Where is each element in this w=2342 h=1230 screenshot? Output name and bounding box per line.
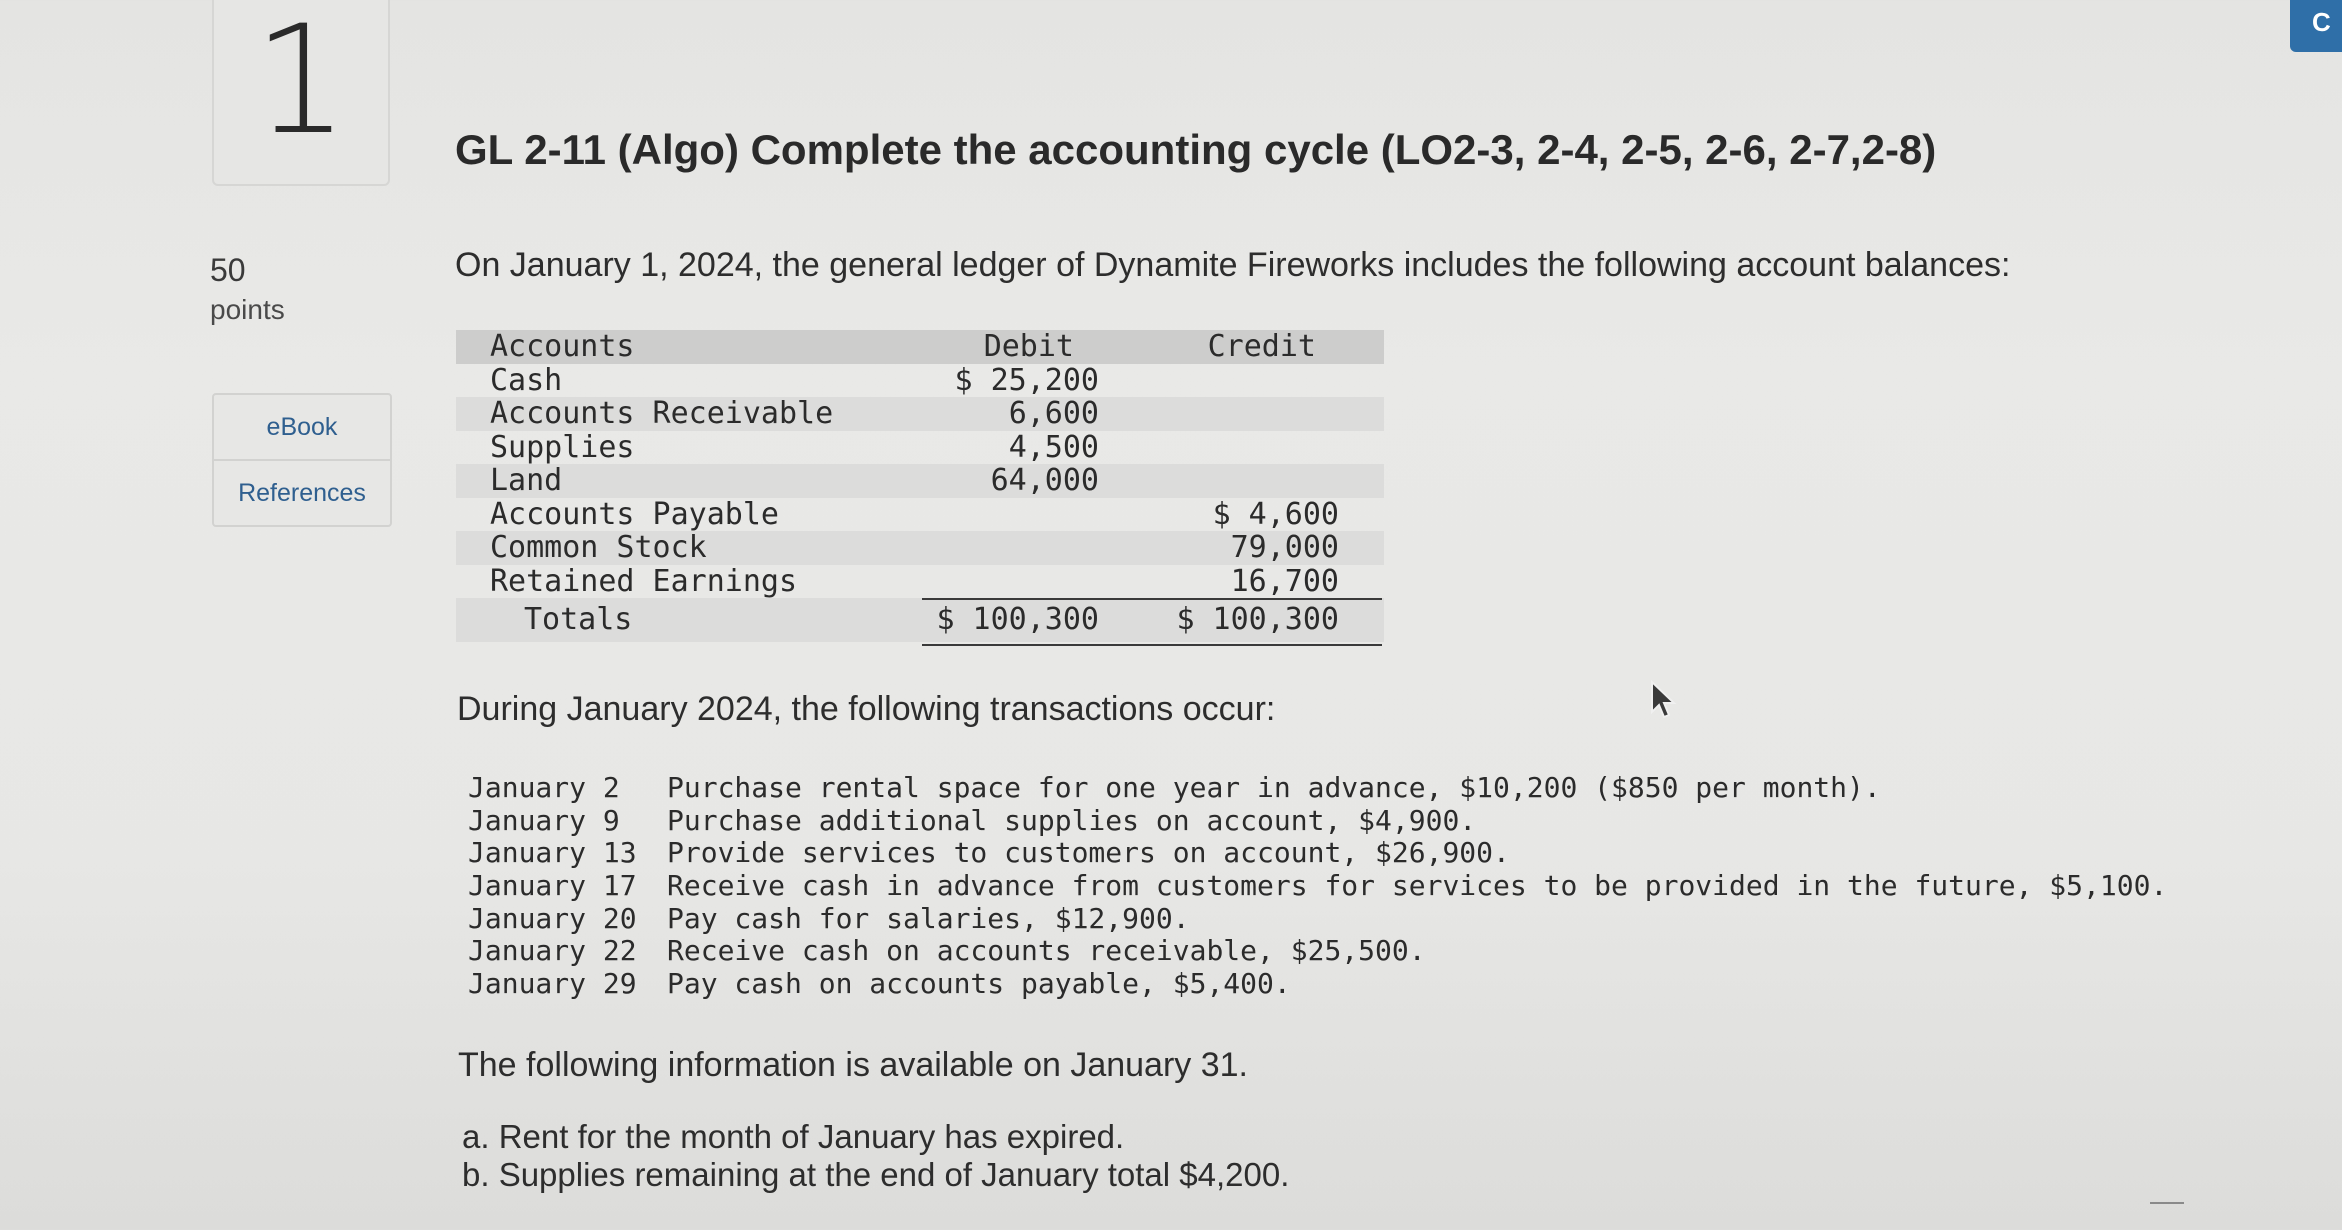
question-number: 1 (253, 0, 349, 168)
ledger-row (456, 565, 1384, 599)
ledger-header-row (456, 330, 1384, 364)
ledger-table (456, 330, 1384, 642)
ledger-credit: 79,000 (1230, 530, 1339, 565)
question-title: GL 2-11 (Algo) Complete the accounting cycle (LO2-3, 2-4, 2-5, 2-6, 2-7,2-8) (455, 126, 1937, 173)
transaction-date: January 22 (468, 934, 637, 968)
transaction-date: January 17 (468, 869, 637, 903)
info-intro: The following information is available on January 31. (458, 1046, 1249, 1084)
transaction-row (468, 805, 2167, 838)
transaction-row (468, 935, 2167, 968)
info-item: b. Supplies remaining at the end of January total $4,200. (462, 1156, 1290, 1193)
transaction-date: January 29 (468, 967, 637, 1001)
ledger-debit: 64,000 (990, 463, 1099, 498)
ledger-account: Land (490, 463, 563, 498)
ledger-header-debit: Debit (983, 329, 1074, 364)
transaction-row (468, 870, 2167, 903)
totals-bottom-rule (922, 644, 1382, 646)
divider-mark (2150, 1202, 2184, 1204)
ledger-header-accounts: Accounts (490, 329, 635, 364)
ledger-credit: $ 4,600 (1212, 496, 1339, 532)
transaction-description: Receive cash on accounts receivable, $25,500. (667, 934, 1426, 968)
ledger-credit: 16,700 (1230, 563, 1339, 599)
ledger-account: Common Stock (490, 530, 707, 565)
ledger-row (456, 531, 1384, 565)
ledger-debit: 6,600 (1008, 396, 1099, 431)
ledger-totals-row (456, 598, 1384, 642)
ledger-row (456, 464, 1384, 498)
points-value: 50 (210, 252, 246, 288)
transaction-row (468, 968, 2167, 1001)
transaction-date: January 13 (468, 836, 637, 870)
ledger-account: Accounts Receivable (490, 396, 834, 431)
ledger-header-credit: Credit (1207, 329, 1316, 364)
ledger-account: Retained Earnings (490, 563, 798, 599)
totals-credit: $ 100,300 (1176, 602, 1339, 637)
transaction-description: Receive cash in advance from customers for services to be provided in the future, $5,100. (667, 869, 2168, 903)
points-indicator (210, 250, 285, 330)
ledger-row (456, 431, 1384, 465)
transaction-description: Purchase additional supplies on account, $4,900. (667, 803, 1477, 837)
ledger-row (456, 397, 1384, 431)
question-number-box (212, 0, 390, 186)
corner-action-button[interactable]: C (2290, 0, 2342, 52)
ledger-debit: 4,500 (1008, 429, 1099, 465)
transaction-date: January 20 (468, 901, 637, 935)
transaction-row (468, 903, 2167, 936)
transactions-intro: During January 2024, the following transactions occur: (457, 690, 1276, 728)
transaction-date: January 9 (468, 803, 620, 837)
ledger-row (456, 498, 1384, 532)
totals-debit: $ 100,300 (936, 602, 1099, 637)
ledger-debit: $ 25,200 (954, 362, 1099, 398)
transaction-row (468, 772, 2167, 805)
ledger-account: Accounts Payable (490, 496, 779, 532)
transaction-date: January 2 (468, 771, 620, 804)
totals-label: Totals (524, 602, 633, 637)
ledger-account: Supplies (490, 429, 635, 465)
transaction-description: Pay cash on accounts payable, $5,400. (667, 967, 1291, 1001)
ledger-account: Cash (490, 362, 563, 398)
references-button[interactable]: References (214, 459, 390, 525)
points-label: points (210, 294, 285, 325)
info-item: a. Rent for the month of January has expired. (462, 1118, 1125, 1155)
transaction-description: Provide services to customers on account, $26,900. (667, 836, 1510, 870)
transaction-description: Purchase rental space for one year in advance, $10,200 ($850 per month). (667, 771, 1881, 804)
transaction-description: Pay cash for salaries, $12,900. (667, 901, 1190, 935)
mouse-pointer-icon (1650, 680, 1678, 720)
question-intro: On January 1, 2024, the general ledger of Dynamite Fireworks includes the following account balances: (455, 246, 2011, 284)
resource-panel (212, 393, 392, 527)
transactions-list (468, 772, 2167, 1001)
transaction-row (468, 837, 2167, 870)
ledger-row (456, 364, 1384, 398)
ebook-button[interactable]: eBook (266, 413, 338, 441)
